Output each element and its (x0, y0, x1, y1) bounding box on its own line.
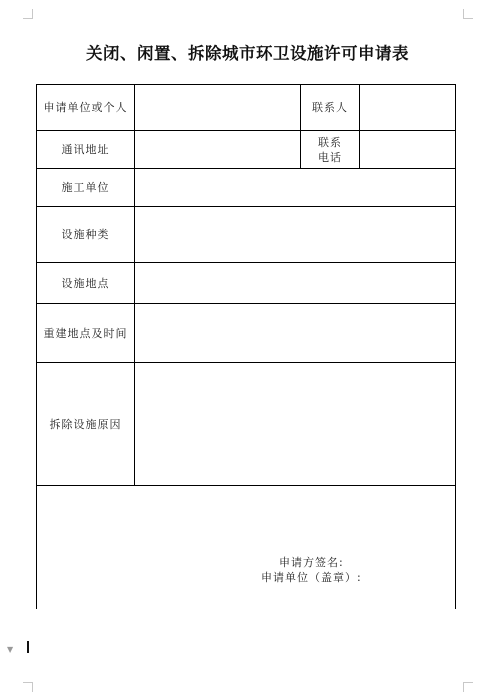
crop-mark-bottom-right (463, 682, 473, 692)
facility-type-label: 设施种类 (61, 228, 110, 241)
crop-mark-top-right (463, 9, 473, 19)
phone-label-line2: 电话 (318, 150, 342, 164)
rebuild-label: 重建地点及时间 (43, 326, 128, 340)
construction-unit-label: 施工单位 (61, 181, 110, 194)
table-border-right (455, 84, 456, 609)
rebuild-field[interactable] (135, 304, 455, 362)
signer-label: 申请方签名: (279, 556, 344, 569)
address-label: 通讯地址 (61, 143, 110, 156)
triangle-down-icon: ▼ (7, 645, 14, 654)
facility-type-field[interactable] (135, 207, 455, 262)
text-cursor (27, 641, 29, 653)
facility-location-field[interactable] (135, 263, 455, 303)
crop-mark-top-left (23, 9, 33, 19)
unit-seal-label: 申请单位（盖章）: (261, 571, 362, 584)
facility-location-label: 设施地点 (61, 276, 110, 290)
address-field[interactable] (135, 131, 300, 168)
phone-label-line1: 联系 (318, 135, 342, 149)
applicant-field[interactable] (135, 85, 300, 130)
phone-label (301, 131, 359, 168)
form-title: 关闭、闲置、拆除城市环卫设施许可申请表 (86, 44, 409, 63)
phone-field[interactable] (360, 131, 455, 168)
applicant-label: 申请单位或个人 (43, 101, 128, 114)
demolition-reason-field[interactable] (135, 363, 455, 485)
signature-area[interactable] (37, 486, 455, 609)
contact-label: 联系人 (312, 101, 348, 114)
application-form-table (36, 84, 456, 609)
crop-mark-bottom-left (23, 682, 33, 692)
contact-field[interactable] (360, 85, 455, 130)
construction-unit-field[interactable] (135, 169, 455, 206)
demolition-reason-label: 拆除设施原因 (49, 417, 122, 431)
